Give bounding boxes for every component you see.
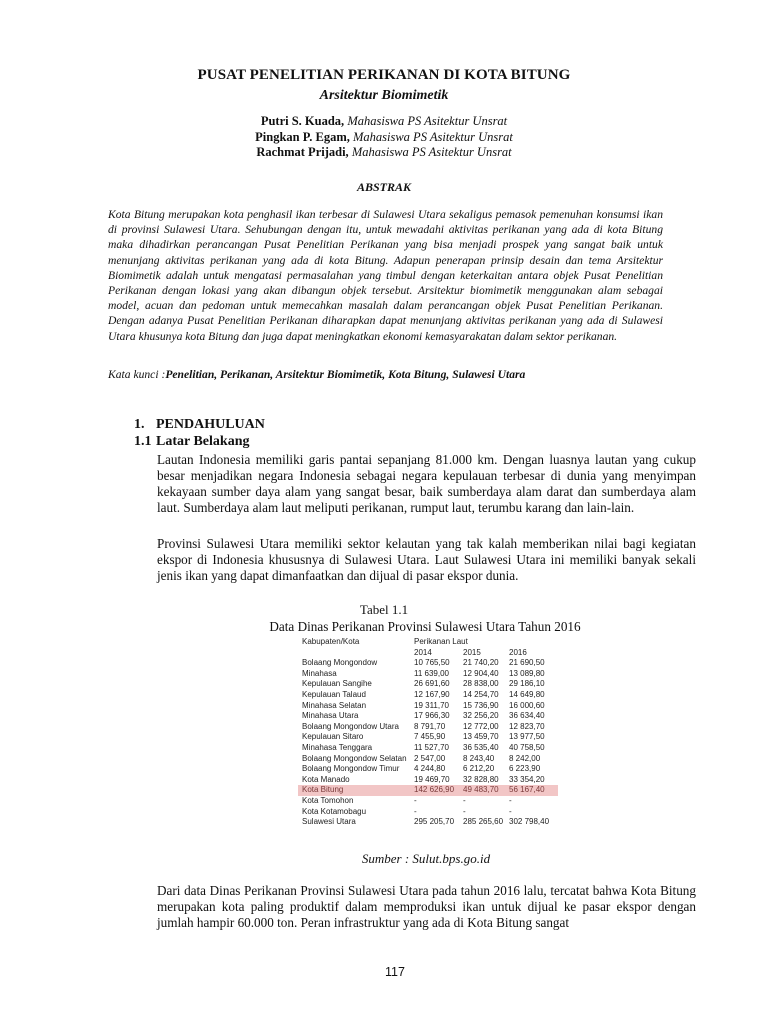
table-cell-value: 2 547,00 xyxy=(414,753,446,763)
table-cell-value: - xyxy=(463,806,466,816)
table-cell-value: 12 167,90 xyxy=(414,689,450,699)
table-cell-value: 142 626,90 xyxy=(414,785,455,795)
table-cell-value: 12 772,00 xyxy=(463,721,499,731)
author-affiliation: Mahasiswa PS Asitektur Unsrat xyxy=(344,114,508,128)
section-heading xyxy=(134,417,265,433)
table-cell-value: 26 691,60 xyxy=(414,679,450,689)
table-cell-value: - xyxy=(509,795,512,805)
table-cell-value: 11 527,70 xyxy=(414,742,449,752)
table-cell-value: 40 758,50 xyxy=(509,742,545,752)
table-cell-value: 285 265,60 xyxy=(463,817,504,827)
table-cell-value: - xyxy=(463,795,466,805)
table-cell-value: 36 634,40 xyxy=(509,711,545,721)
table-cell-region: Minahasa Utara xyxy=(302,711,359,721)
table-cell-region: Kota Bitung xyxy=(302,785,344,795)
table-header-cell: Kabupaten/Kota xyxy=(302,637,360,646)
author-name: Putri S. Kuada, xyxy=(260,114,345,128)
table-row xyxy=(298,775,558,786)
table-cell-value: 6 212,20 xyxy=(463,764,495,774)
table-row xyxy=(298,754,558,765)
keywords-label: Kata kunci : xyxy=(108,368,166,381)
table-cell-value: 29 186,10 xyxy=(509,679,545,689)
table-source: Sumber : Sulut.bps.go.id xyxy=(361,851,491,866)
table-cell-region: Bolaang Mongondow Timur xyxy=(302,764,400,774)
fishery-data-table xyxy=(298,637,558,828)
table-cell-region: Kota Manado xyxy=(302,774,350,784)
abstract-text: Kota Bitung merupakan kota penghasil ikan terbesar di Sulawesi Utara sekaligus pemasok pemenuhan konsumsi ikan di provinsi Sulawesi Utara. Sehubungan dengan itu, untuk mewadahi aktivitas perikanan yang ada di kota Bitung maka dihadirkan perancangan Pusat Penelitian Perikanan yang bisa menjadi prospek yang sangat baik untuk menunjang aktivitas perikanan yang ada di kota Bitung. Adapun penerapan prinsip desain dan tema Arsitektur Biomimetik adalah untuk mengatasi permasalahan yang timbul dengan keterkaitan antara objek Pusat Penelitian Perikanan dengan lokasi yang akan dibangun objek tersebut. Arsitektur biomimetik menggunakan alam sebagai model, acuan dan pedoman untuk memecahkan masalah dalam perancangan objek Pusat Penelitian Perikanan. Dengan adanya Pusat Penelitian Perikanan diharapkan dapat menunjang aktivitas perikanan yang ada di Sulawesi Utara khusunya kota Bitung dan juga dapat meningkatkan ekonomi kemasyarakatan dalam sektor perikanan. xyxy=(108,208,663,343)
table-header-cell: 2014 xyxy=(414,647,432,657)
table-cell-region: Bolaang Mongondow Selatan xyxy=(302,753,407,763)
table-cell-region: Kepulauan Talaud xyxy=(302,689,366,699)
table-cell-value: 4 244,80 xyxy=(414,764,446,774)
table-cell-value: 10 765,50 xyxy=(414,658,450,668)
table-row xyxy=(298,764,558,775)
table-cell-value: 33 354,20 xyxy=(509,774,545,784)
table-cell-value: 28 838,00 xyxy=(463,679,499,689)
table-row xyxy=(298,785,558,796)
table-cell-region: Kepulauan Sitaro xyxy=(302,732,364,742)
paragraph-3: Dari data Dinas Perikanan Provinsi Sulawesi Utara pada tahun 2016 lalu, tercatat bahwa Kota Bitung merupakan kota paling produktif dalam memproduksi ikan untuk dijual ke pasar ekspor dengan jumlah hampir 60.000 ton. Peran infrastruktur yang ada di Kota Bitung sangat xyxy=(157,883,696,930)
table-row xyxy=(298,743,558,754)
table-row xyxy=(298,722,558,733)
table-header-cell: 2016 xyxy=(509,647,527,657)
table-row xyxy=(298,732,558,743)
table-cell-region: Sulawesi Utara xyxy=(302,817,356,827)
table-cell-value: 8 243,40 xyxy=(463,753,495,763)
table-caption-number: Tabel 1.1 xyxy=(359,602,409,617)
table-cell-value: 6 223,90 xyxy=(509,764,541,774)
table-header-row xyxy=(298,637,558,648)
table-header-row xyxy=(298,648,558,659)
table-cell-value: 302 798,40 xyxy=(509,817,550,827)
table-cell-value: 56 167,40 xyxy=(509,785,545,795)
author-list xyxy=(0,114,768,161)
subsection-heading xyxy=(134,434,249,450)
author-line xyxy=(0,145,768,161)
subsection-number: 1.1 xyxy=(134,434,152,449)
table-header-cell: Perikanan Laut xyxy=(414,637,468,646)
table-row xyxy=(298,658,558,669)
table-row xyxy=(298,701,558,712)
table-row xyxy=(298,796,558,807)
table-caption-title: Data Dinas Perikanan Provinsi Sulawesi Utara Tahun 2016 xyxy=(269,619,581,634)
paragraph-2: Provinsi Sulawesi Utara memiliki sektor kelautan yang tak kalah memberikan nilai bagi kegiatan ekspor di Indonesia khususnya di Sulawesi Utara. Laut Sulawesi Utara ini memiliki banyak sekali jenis ikan yang dapat dimanfaatkan dan dijual di pasar ekspor dunia. xyxy=(157,536,696,583)
table-cell-value: 16 000,60 xyxy=(509,700,545,710)
table-cell-region: Kota Kotamobagu xyxy=(302,806,367,816)
keywords xyxy=(108,368,688,381)
author-affiliation: Mahasiswa PS Asitektur Unsrat xyxy=(348,145,512,159)
section-title: PENDAHULUAN xyxy=(156,417,265,432)
table-cell-value: 19 311,70 xyxy=(414,700,449,710)
table-cell-value: - xyxy=(414,806,417,816)
table-cell-value: - xyxy=(509,806,512,816)
author-name: Pingkan P. Egam, xyxy=(255,129,350,144)
table-cell-region: Minahasa Selatan xyxy=(302,700,367,710)
table-cell-value: 13 977,50 xyxy=(509,732,545,742)
table-cell-region: Minahasa Tenggara xyxy=(302,742,373,752)
paper-title: PUSAT PENELITIAN PERIKANAN DI KOTA BITUNG xyxy=(197,67,571,83)
table-row xyxy=(298,711,558,722)
table-header-cell: 2015 xyxy=(463,647,481,657)
table-cell-value: 21 740,20 xyxy=(463,658,499,668)
table-cell-region: Kota Tomohon xyxy=(302,795,354,805)
table-cell-value: 14 254,70 xyxy=(463,689,499,699)
table-cell-value: 21 690,50 xyxy=(509,658,545,668)
table-cell-value: - xyxy=(414,795,417,805)
table-cell-value: 8 242,00 xyxy=(509,753,541,763)
table-cell-value: 14 649,80 xyxy=(509,689,545,699)
table-cell-value: 12 823,70 xyxy=(509,721,545,731)
table-cell-value: 7 455,90 xyxy=(414,732,446,742)
table-cell-value: 11 639,00 xyxy=(414,668,449,678)
table-cell-region: Minahasa xyxy=(302,668,337,678)
author-line xyxy=(0,130,768,146)
author-affiliation: Mahasiswa PS Asitektur Unsrat xyxy=(349,129,513,144)
table-row xyxy=(298,817,558,828)
section-number: 1. xyxy=(134,417,145,432)
table-cell-value: 32 828,80 xyxy=(463,774,499,784)
author-name: Rachmat Prijadi, xyxy=(256,145,349,159)
table-cell-value: 12 904,40 xyxy=(463,668,499,678)
table-cell-value: 49 483,70 xyxy=(463,785,499,795)
table-cell-value: 36 535,40 xyxy=(463,742,499,752)
table-row xyxy=(298,690,558,701)
table-row xyxy=(298,807,558,818)
table-cell-region: Bolaang Mongondow Utara xyxy=(302,721,399,731)
table-cell-value: 19 469,70 xyxy=(414,774,450,784)
table-cell-value: 8 791,70 xyxy=(414,721,446,731)
subsection-title: Latar Belakang xyxy=(156,434,250,449)
paragraph-1: Lautan Indonesia memiliki garis pantai sepanjang 81.000 km. Dengan luasnya lautan yang cukup besar menjadikan negara Indonesia sebagai negara kepulauan terbesar di dunia yang menyimpan kekayaan sumber daya alam yang sangat besar, baik sumberdaya alam darat dan sumberdaya alam laut. Sumberdaya alam laut meliputi perikanan, rumput laut, terumbu karang dan lain-lain. xyxy=(157,452,696,515)
abstract-heading: ABSTRAK xyxy=(356,180,412,194)
page-number: 117 xyxy=(385,965,405,979)
table-row xyxy=(298,669,558,680)
table-cell-value: 13 459,70 xyxy=(463,732,499,742)
keywords-list: Penelitian, Perikanan, Arsitektur Biomimetik, Kota Bitung, Sulawesi Utara xyxy=(165,368,526,381)
author-line xyxy=(0,114,768,130)
table-cell-region: Bolaang Mongondow xyxy=(302,658,378,668)
table-cell-value: 17 966,30 xyxy=(414,711,450,721)
table-row xyxy=(298,679,558,690)
table-cell-value: 15 736,90 xyxy=(463,700,499,710)
table-cell-value: 295 205,70 xyxy=(414,817,455,827)
table-cell-value: 13 089,80 xyxy=(509,668,545,678)
paper-subtitle: Arsitektur Biomimetik xyxy=(319,88,449,103)
table-cell-value: 32 256,20 xyxy=(463,711,499,721)
table-cell-region: Kepulauan Sangihe xyxy=(302,679,372,689)
